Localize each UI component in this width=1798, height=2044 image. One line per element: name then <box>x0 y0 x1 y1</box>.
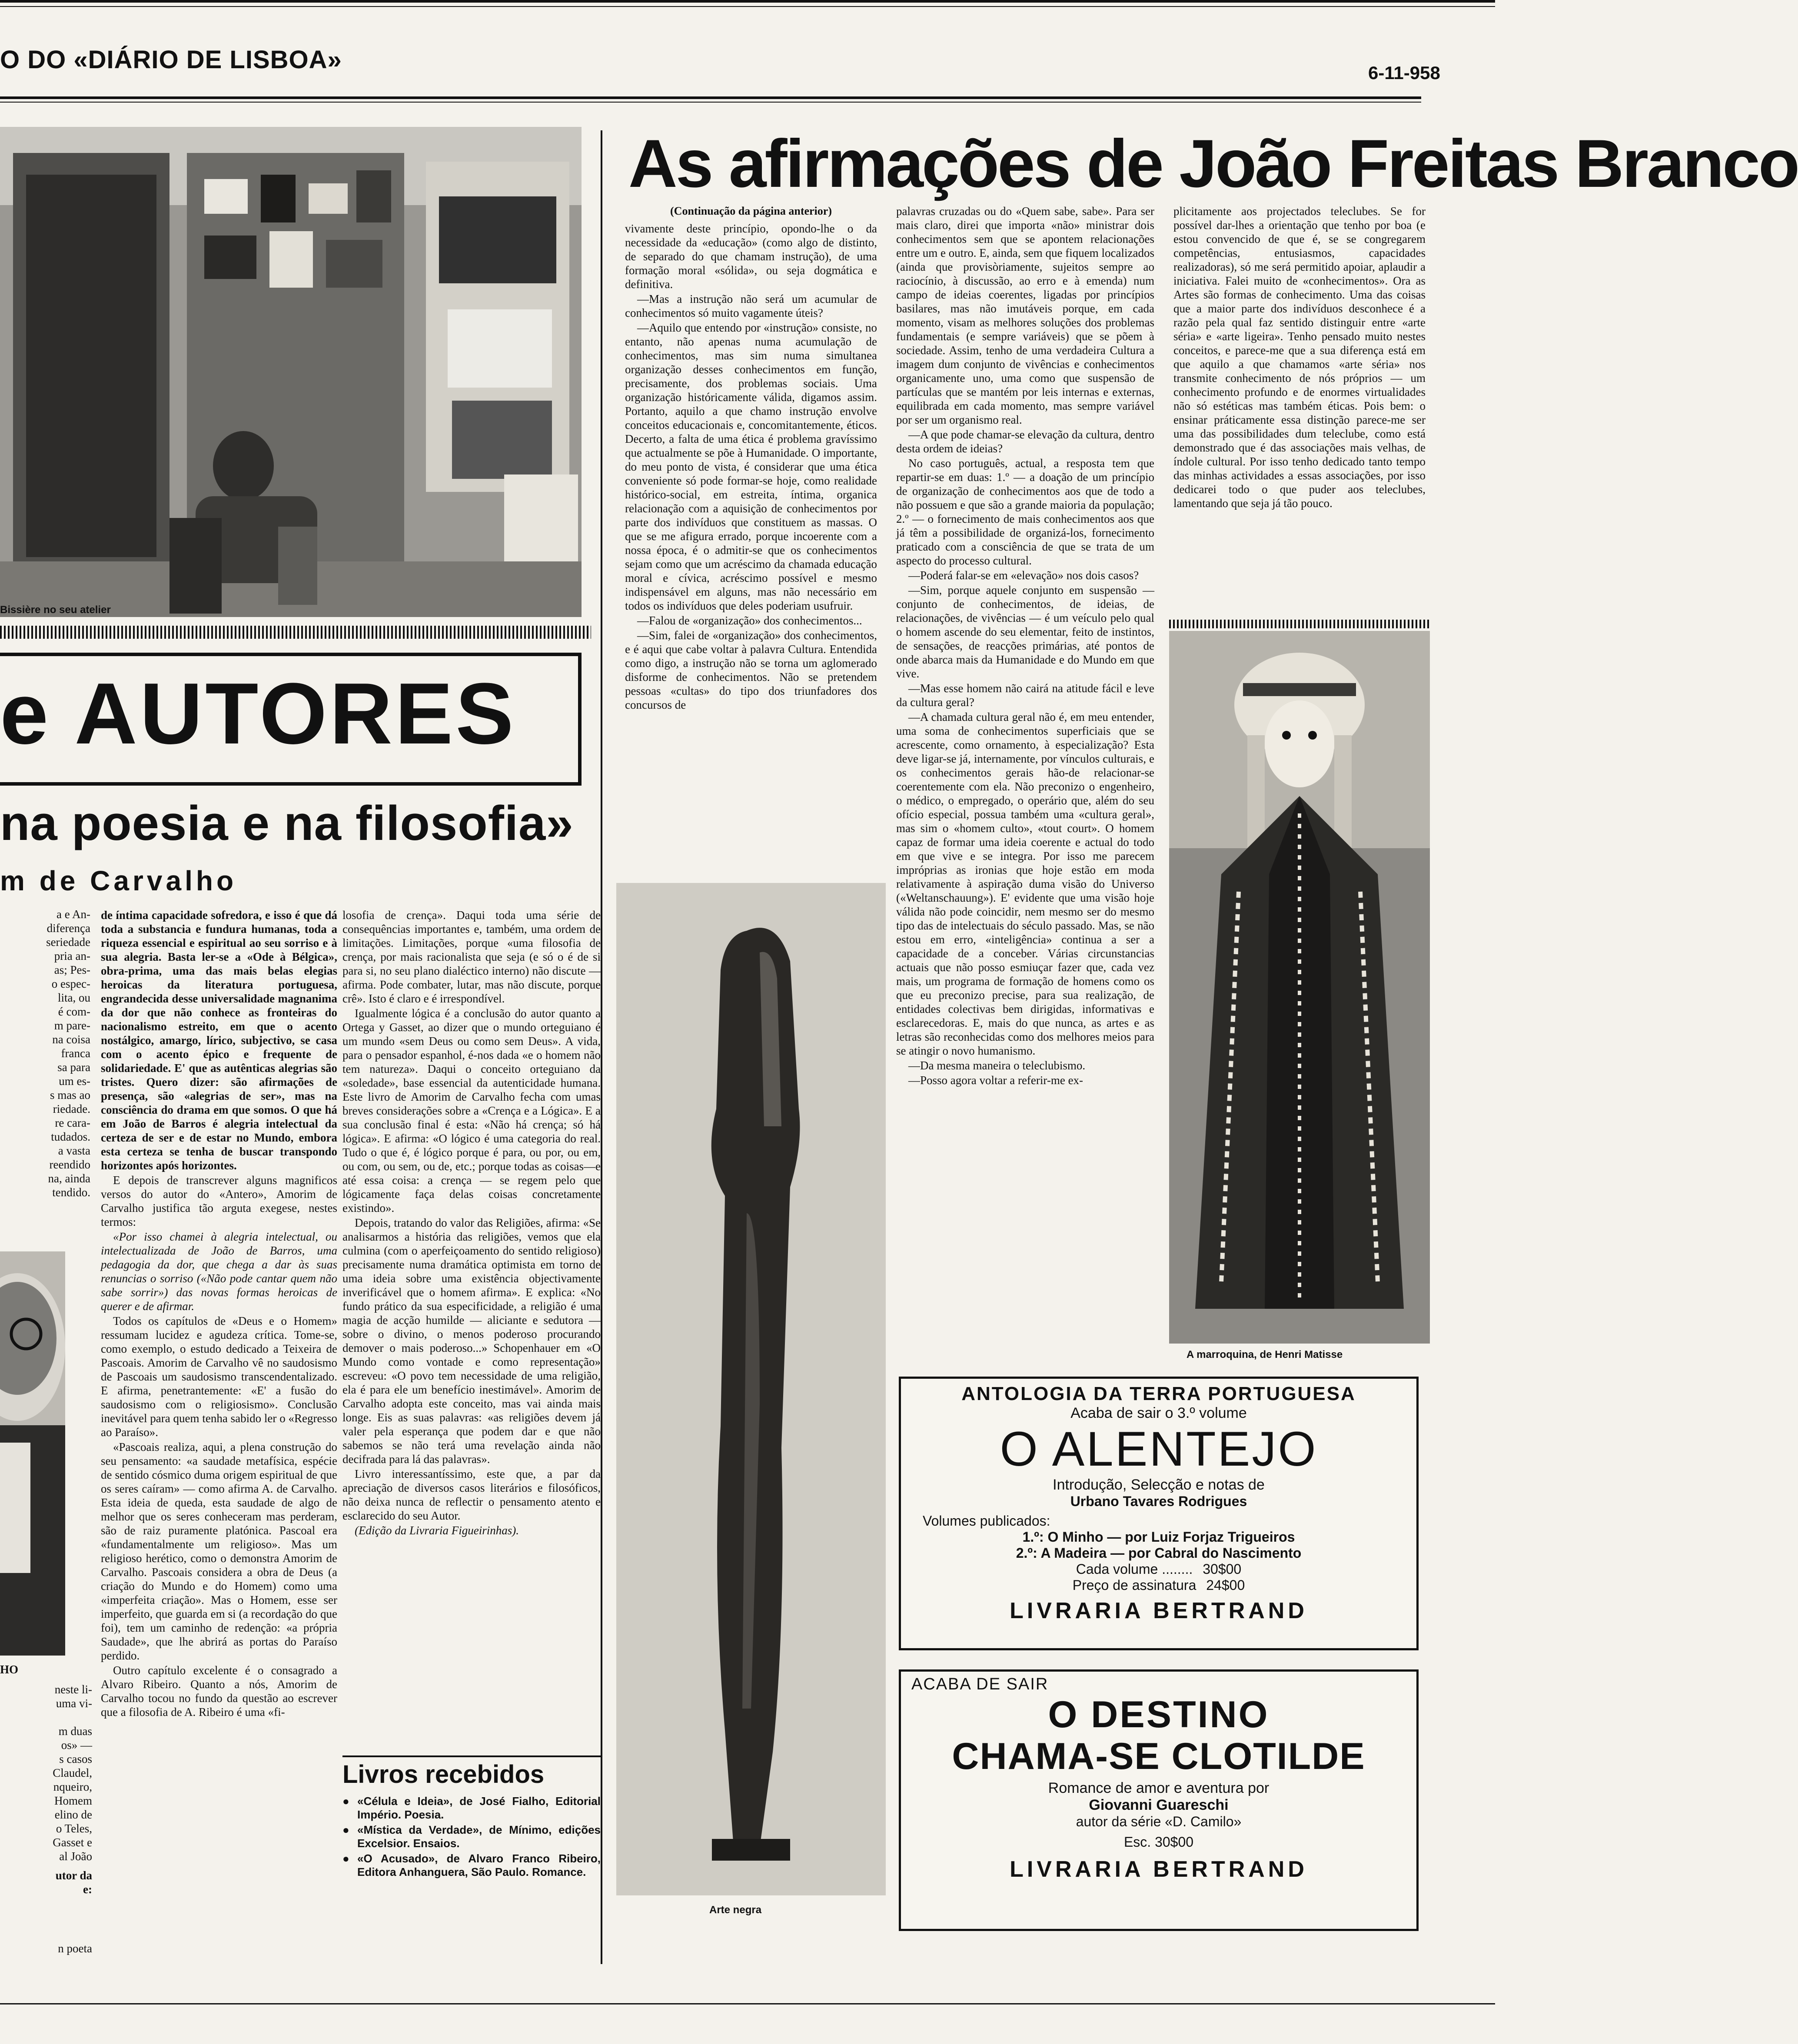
arte-negra-caption: Arte negra <box>709 1904 762 1916</box>
review-p6: Outro capítulo excelente é o consagrado a Alvaro Ribeiro. Quanto a nós, Amorim de Carvalho tocou no fundo da questão ao escrever que a filosofia de A. Ribeiro é uma «fi- <box>101 1664 337 1719</box>
review-p11: (Edição da Livraria Figueirinhas). <box>355 1524 519 1537</box>
matisse-hatched-band <box>1169 620 1430 628</box>
ad2-serie: autor da série «D. Camilo» <box>1076 1814 1242 1829</box>
bissiere-photo-art <box>0 127 582 617</box>
freitas-column-1 <box>625 204 877 873</box>
ad1-line2: Acaba de sair o 3.º volume <box>1070 1405 1247 1421</box>
review-p2: E depois de transcrever alguns magnificos versos do autor do «Antero», Amorim de Carvalho justifica tão arguta exegese, nestes termos: <box>101 1174 337 1228</box>
left-fragment-3 <box>0 1682 92 1865</box>
ad2-author: Giovanni Guareschi <box>1089 1797 1229 1813</box>
matisse-art <box>1169 631 1430 1344</box>
header-rule-2 <box>0 102 1421 103</box>
arte-negra-photo <box>616 883 886 1895</box>
paper-label: O DO «DIÁRIO DE LISBOA» <box>0 46 342 74</box>
ad1-price1: 30$00 <box>1203 1561 1242 1577</box>
article-divider <box>601 130 602 1964</box>
arte-negra-art <box>616 883 886 1895</box>
author-portrait-art <box>0 1251 65 1656</box>
ad1-price2: 24$00 <box>1206 1577 1245 1593</box>
review-p5: «Pascoais realiza, aqui, a plena construção do seu pensamento: «a saudade metafísica, espécie de sentido cósmico duma origem espiritual de que os seres caíram» — como afirma A. de Carvalho. Esta ideia de queda, esta saudade de algo de melhor que os seres conheceram mas perderam, são de raiz puramente platónica. Pascoal era «fundamentalmente um religioso». Mas um religioso herético, como o demonstra Amorim de Carvalho. Pascoais considera a obra de Deus (a criação do Mundo e do Homem) como uma «imperfeita criação». Mas o Homem, esse ser imperfeito, que guarda em si (a recordação do que foi), tem um caminho de redenção: «a própria Saudade», que lhe abrirá as portas do Paraíso perdido. <box>101 1440 337 1662</box>
freitas-c2-p7: —A chamada cultura geral não é, em meu entender, uma soma de conhecimentos superficiais que se acrescente, como ornamento, à especialização? Esta deve ligar-se já, internamente, por vínculos culturais, e os conhecimentos gerais hão-de relacionar-se coerentemente com ela. Não preconizo o engenheiro, o médico, o empregado, o operário que, além do seu ofício especial, possua também uma «cultura geral», mas sim o «homem culto», «tout court». O homem capaz de formar uma ideia coerente e actual do todo em que vive e se integra. Por isso me parecem impróprias as ironias que hoje estão em moda relativamente à aspiração duma visão do Universo («Weltanschauung»). E' evidente que uma visão hoje válida não pode coincidir, nem mesmo ser do mesmo tipo das de intelectuais do século passado. Mas, se não estou em erro, «inteligência» continua a ser a capacidade de a conceber. Várias circunstancias actuais que não posso esmiuçar fazer que, cada vez mais, um programa de formação de homens como os que eu preconizo precise, para sua realização, de entidades colectivas bem dirigidas, informativas e esclarecedoras. E, mais do que nunca, as artes e as letras são reconhecidas como dos melhores meios para se atingir o novo humanismo. <box>896 710 1154 1057</box>
freitas-c1-p3: —Aquilo que entendo por «instrução» consiste, no entanto, não apenas numa acumulação de conhecimentos, mas sim numa simultanea organização desses conhecimentos em função, precisamente, dos problemas sociais. Uma organização históricamente válida, digamos assim. Portanto, aquilo a que chamo instrução envolve conceitos educacionais e, concomitantemente, éticos. Decerto, a falta de uma ética é problema gravíssimo que actualmente se põe à Humanidade. O importante, do meu ponto de vista, é considerar que uma ética conveniente só pode formar-se hoje, como realidade histórico-social, em estreita, íntima, organica relacionação com a aquisição de conhecimentos por parte dos indivíduos que constituem as massas. O que se me afigura errado, porque incoerente com a nossa época, é o admitir-se que os conhecimentos sejam como que um acréscimo da chamada educação moral e cívica, acréscimo possível e mesmo indispensável em alguns, mas não necessário em todos os indivíduos que deles poderiam usufruir. <box>625 321 877 612</box>
matisse-photo <box>1169 631 1430 1344</box>
ad2-line1: ACABA DE SAIR <box>911 1675 1049 1693</box>
review-p3: «Por isso chamei à alegria intelectual, ou intelectualizada de João de Barros, uma pedagogia da dor, que chega a dar às suas renuncias o sorriso («Não pode cantar quem não sabe sorrir») das novas formas heroicas de querer e de afirmar. <box>101 1230 337 1313</box>
freitas-c3-p1: plicitamente aos projectados teleclubes. Se for possível dar-lhes a orientação que tenho por boa (e estou convencido de que é, se se congregarem competências, entusiasmos, capacidades realizadoras), só me será permitido apoiar, aplaudir a iniciativa. Falei muito de «conhecimentos». Ora as Artes são formas de conhecimento. Uma das coisas que a maior parte dos indivíduos desconhece é a razão pela qual faz sentido distinguir entre «arte séria» e «arte ligeira». Tenho pensado muito nestes conceitos, e parece-me que a sua diferença está em que aquilo a que chamamos «arte séria» nos transmite conhecimento de nós próprios — um conhecimento profundo e de enormes virtualidades não só estéticas mas também éticas. Pois bem: o ensinar práticamente essa distinção parece-me ser uma das possibilidades dum teleclube, como está demonstrado que é das associações mais velhas, de índole cultural. Por isso tenho dedicado tanto tempo das minhas actividades a essas associações, por isso dedicarei todo o que puder aos teleclubes, lamentando que seja já tão pouco. <box>1173 205 1426 510</box>
freitas-headline: As afirmações de João Freitas Branco <box>628 126 1798 202</box>
ad1-vol1: 1.º: O Minho — por Luiz Forjaz Trigueiros <box>1022 1529 1295 1545</box>
ad1-line1: ANTOLOGIA DA TERRA PORTUGUESA <box>961 1383 1356 1404</box>
ad1-vol2: 2.º: A Madeira — por Cabral do Nascimento <box>1016 1545 1302 1561</box>
header-rule <box>0 96 1421 99</box>
ad1-intro: Introdução, Selecção e notas de <box>1053 1477 1265 1493</box>
ad1-title: O ALENTEJO <box>1000 1422 1318 1476</box>
livros-rule <box>342 1755 601 1757</box>
livros-item-2: ● «Mística da Verdade», de Mínimo, edições Excelsior. Ensaios. <box>342 1823 601 1850</box>
ad-alentejo <box>899 1377 1419 1650</box>
ad1-price1-row <box>901 1561 1416 1577</box>
left-fragment-3-text: neste li- uma vi- m duas os» — s casos Claudel, nqueiro, Homem elino de o Teles, Gasset e al João <box>53 1683 92 1863</box>
matisse-caption: A marroquina, de Henri Matisse <box>1186 1349 1343 1360</box>
livros-list <box>342 1795 601 1960</box>
ad1-vol-head: Volumes publicados: <box>923 1513 1050 1529</box>
freitas-c2-p9: —Posso agora voltar a referir-me ex- <box>908 1074 1083 1087</box>
freitas-c1-p2: —Mas a instrução não será um acumular de conhecimentos só muito vagamente úteis? <box>625 292 877 319</box>
left-fragment-4-text: utor da e: <box>55 1869 92 1896</box>
top-rule <box>0 0 1495 3</box>
ad2-price: Esc. 30$00 <box>1123 1834 1194 1850</box>
freitas-c2-p5: —Sim, porque aquele conjunto em suspensão — conjunto de conhecimentos, de ideias, de relacionações, de vivências — é um veículo pelo qual o homem ascende do seu elementar, feito de instintos, de sensações, de reacções primárias, até pontos de onde abarca mais da Humanidade e do Mundo em que vive. <box>896 584 1154 680</box>
review-p9: Depois, tratando do valor das Religiões, afirma: «Se analisarmos a história das religiões, vemos que ela culmina (com o aperfeiçoamento do sentido religioso) precisamente numa dramática optimista em torno de uma ideia sobre uma existência objectivamente inverificável que o homem afirma». E explica: «No fundo prático da sua especificidade, a religião é uma magia de acção humilde — aliciante e sedutora — sobre o divino, o menos poderoso procurando demover o mais poderoso...» Schopenhauer em «O Mundo como vontade e como representação» escreveu: «O povo tem necessidade de uma religião, ela é para ele um benefício inestimável». Amorim de Carvalho adopta este conceito, mas vai ainda mais longe. Eis as suas palavras: «as religiões devem já valer pela esperança que podem dar e que não sabemos se não terá uma revelação ainda não decifrada para lá das palavras». <box>342 1216 601 1466</box>
ad2-title1: O DESTINO <box>1048 1694 1270 1735</box>
autores-subtitle: na poesia e na filosofia» <box>0 796 574 850</box>
freitas-column-3 <box>1173 204 1426 621</box>
freitas-c2-p8: —Da mesma maneira o teleclubismo. <box>908 1059 1086 1072</box>
bissiere-caption: Bissière no seu atelier <box>0 604 111 616</box>
ad1-price2-label: Preço de assinatura <box>1072 1577 1196 1593</box>
top-rule-2 <box>0 6 1495 7</box>
freitas-c1-p1: vivamente deste princípio, opondo-lhe o da necessidade da «educação» (como algo de distinto, de separado do que chamam instrução), de uma formação moral «sólida», ou seja dogmática e definitiva. <box>625 222 877 291</box>
freitas-column-2 <box>896 204 1154 1369</box>
ad1-price2-row <box>901 1577 1416 1593</box>
review-p10: Livro interessantíssimo, este que, a par da apreciação de diversos casos literários e filosóficos, não deixa nunca de reflectir o pensamento atento e esclarecido do seu Autor. <box>342 1467 601 1522</box>
review-column-2 <box>342 908 601 1747</box>
review-p8: Igualmente lógica é a conclusão do autor quanto a Ortega y Gasset, ao dizer que o mundo orteguiano é um mundo «sem Deus ou como sem Deus». A vida, para o pensador espanhol, é-nos dada «e o homem não tem natureza». Daqui o conceito orteguiano da «soledade», base essencial da autenticidade humana. Este livro de Amorim de Carvalho fecha com umas breves considerações sobre a «Crença e a Lógica». E a sua conclusão final é esta: «Não há crença; só há lógica». E afirma: «O lógico é uma categoria do real. Tudo o que é, é lógico porque é para, ou por, ou em, ou com, ou sem, ou de, etc.; porque todas as coisas—e até essa coisa: a crença — se regem pelo que lógicamente faça delas coisas concretamente existindo». <box>342 1007 601 1214</box>
autores-byline: m de Carvalho <box>0 865 237 896</box>
freitas-c2-p2: —A que pode chamar-se elevação da cultura, dentro desta ordem de ideias? <box>896 428 1154 455</box>
freitas-c2-p6: —Mas esse homem não cairá na atitude fácil e leve da cultura geral? <box>896 682 1154 709</box>
ad1-author: Urbano Tavares Rodrigues <box>1070 1493 1247 1509</box>
issue-date: 6-11-958 <box>1368 63 1440 83</box>
bottom-rule <box>0 2003 1495 2004</box>
freitas-c2-p3: No caso português, actual, a resposta tem que repartir-se em duas: 1.º — a doação de um princípio de organização de conhecimentos aos que de todo a não possuem e que são a grande maioria da população; 2.º — o fornecimento de mais conhecimentos aos que já têm a possibilidade de organizá-los, fornecimento praticado com a consciência de que se trata de um aspecto do processo cultural. <box>896 457 1154 567</box>
author-portrait <box>0 1251 65 1656</box>
hatched-band <box>0 626 591 639</box>
freitas-continuation: (Continuação da página anterior) <box>670 205 832 217</box>
left-fragment-1-text: a e An- diferença seriedade pria an- as; Pes- o espec- lita, ou é com- m pare- na coisa franca sa para um es- s mas ao riedade. re cara- tudados. a vasta reendido na, ainda tendido. <box>46 908 90 1199</box>
bissiere-photo <box>0 127 582 617</box>
freitas-c2-p4: —Poderá falar-se em «elevação» nos dois casos? <box>908 569 1139 582</box>
review-p1: de íntima capacidade sofredora, e isso é que dá toda a substancia e fundura humanas, toda a riqueza essencial e espiritual ao seu sorriso e à sua alegria. Basta ler-se a «Ode à Bélgica», obra-prima, uma das mais belas elegias heroicas da literatura portuguesa, engrandecida desse universalidade magnanima da dor que não conhece as fronteiras do nacionalismo estreito, em que o acento nostálgico, amargo, lírico, subjectivo, se casa com o acento épico e frequente de solidariedade. E' que as autênticas alegrias são tristes. Quero dizer: são afirmações de presença, são «alegrias de ser», mas na consciência do drama em que somos. O que há em João de Barros é alegria intelectual da certeza de ser e de estar no Mundo, embora esta certeza se tenha de buscar transpondo horizontes após horizontes. <box>101 909 337 1172</box>
livros-title: Livros recebidos <box>342 1760 545 1788</box>
left-fragment-5: n poeta <box>58 1942 92 1955</box>
ad1-publisher: LIVRARIA BERTRAND <box>1010 1598 1308 1623</box>
left-fragment-4 <box>0 1868 92 1899</box>
ad1-price1-label: Cada volume ........ <box>1076 1561 1193 1577</box>
ad2-title2: CHAMA-SE CLOTILDE <box>952 1735 1366 1777</box>
ad2-publisher: LIVRARIA BERTRAND <box>1010 1857 1308 1882</box>
review-column-1 <box>101 908 337 1964</box>
freitas-c1-p5: —Sim, falei de «organização» dos conhecimentos, e é aqui que cabe voltar à palavra Cultura. Entendida como digo, a instrução não se torna um aglomerado disforme de conhecimentos. Não se pretendem pessoas «cultas» do tipo dos triunfadores dos concursos de <box>625 629 877 711</box>
autores-banner: e AUTORES <box>0 665 516 762</box>
review-p7: losofia de crença». Daqui toda uma série de consequências importantes e, também, uma ordem de limitações. Limitações, porque «uma filosofia de crença, por mais racionalista que seja (e só o é de si para si, no seu plano dialéctico interno) não discute — afirma. Pode combater, lutar, mas não discute, porque crê». Isto é claro e é irrespondível. <box>342 909 601 1005</box>
freitas-c2-p1: palavras cruzadas ou do «Quem sabe, sabe». Para ser mais claro, direi que importa «não» ministrar dois conhecimentos sem que se apontem relacionações entre um e outro. E, ainda, sem que fiquem localizados (ainda que provisòriamente, sujeitos sempre ao raciocínio, à discussão, ao erro e à emenda) num campo de ideias coerentes, ligadas por princípios basilares, mas não imutáveis porque, em cada momento, visam as melhores soluções dos problemas fundamentais (e sempre variáveis) que se põem à sociedade. Assim, tenho de uma verdadeira Cultura a imagem dum conjunto de vivências e conhecimentos organicamente uno, uma como que suspensão de partículas que se mantém por leis internas e externas, equilibrada em cada momento, mas sempre variável por ser um organismo real. <box>896 205 1154 426</box>
left-fragment-1 <box>0 907 90 1229</box>
review-p4: Todos os capítulos de «Deus e o Homem» ressumam lucidez e agudeza crítica. Tome-se, como exemplo, o estudo dedicado a Teixeira de Pascoais. Amorim de Carvalho vê no saudosismo de Pascoais um saudosismo transcendentalizado. E afirma, penetrantemente: «E' a fusão do saudosismo com o religiosismo». Conclusão inevitável para quem tenha sabido ler o «Regresso ao Paraíso». <box>101 1314 337 1439</box>
ad2-sub: Romance de amor e aventura por <box>1048 1780 1270 1796</box>
livros-item-1: ● «Célula e Ideia», de José Fialho, Editorial Império. Poesia. <box>342 1795 601 1822</box>
livros-item-3: ● «O Acusado», de Alvaro Franco Ribeiro, Editora Anhanguera, São Paulo. Romance. <box>342 1852 601 1879</box>
ad-clotilde <box>899 1669 1419 1931</box>
left-fragment-2: HO <box>0 1663 19 1676</box>
freitas-c1-p4: —Falou de «organização» dos conhecimentos... <box>637 614 862 627</box>
